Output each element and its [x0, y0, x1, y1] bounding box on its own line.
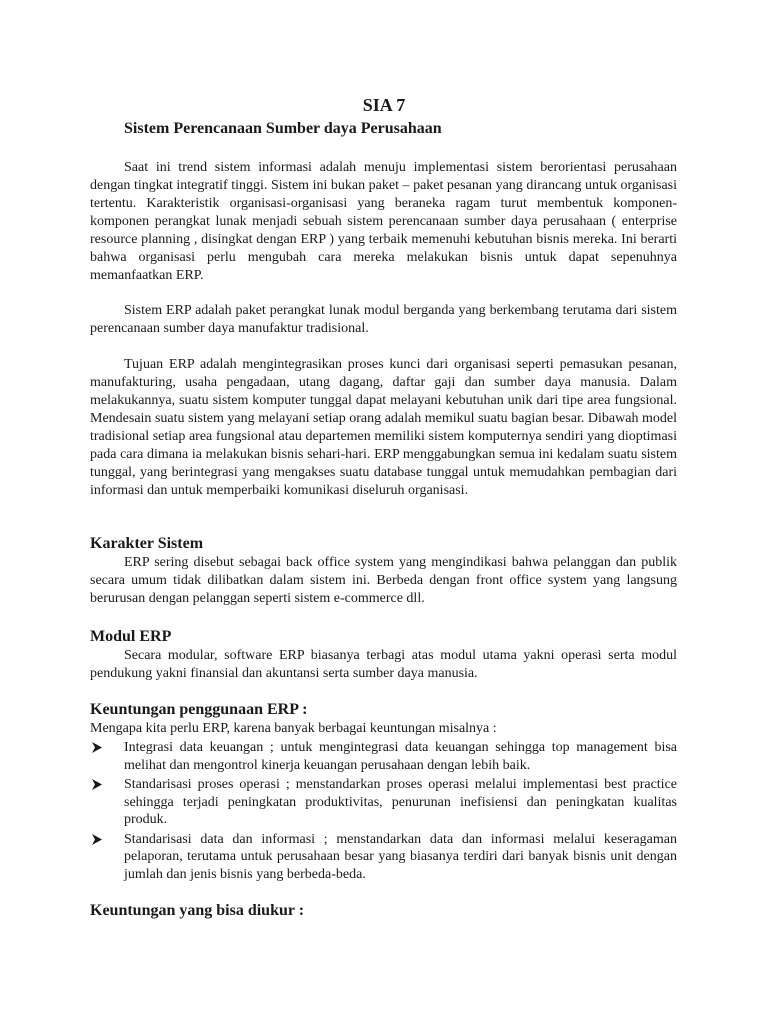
paragraph-modul-erp — [90, 647, 677, 683]
document-title: SIA 7 — [362, 95, 406, 115]
keuntungan-intro: Mengapa kita perlu ERP, karena banyak berbagai keuntungan misalnya : — [90, 721, 497, 736]
paragraph-erp-goal-text: Tujuan ERP adalah mengintegrasikan proses kunci dari organisasi seperti pemasukan pesanan, manufakturing, usaha pengadaan, utang dagang, daftar gaji dan sumber daya manusia. Dalam melakukannya, suatu sistem komputer tunggal dapat melayani kebutuhan unik dari tipe area fungsional. Mendesain suatu sistem yang melayani setiap orang adalah memikul suatu bagian besar. Dibawah model tradisional setiap area fungsional atau departemen memiliki sistem komputernya sendiri yang dioptimasi pada cara dimana ia melakukan bisnis sehari-hari. ERP menggabungkan semua ini kedalam suatu sistem tunggal, yang berintegrasi yang mengakses suatu database tunggal untuk memudahkan pembagian dari informasi dan untuk memperbaiki komunikasi diseluruh organisasi. — [90, 357, 677, 498]
heading-modul-erp: Modul ERP — [90, 628, 172, 645]
arrowhead-bullet-icon — [92, 779, 102, 790]
list-item — [90, 739, 677, 774]
paragraph-karakter-sistem-text: ERP sering disebut sebagai back office system yang mengindikasi bahwa pelanggan dan publik secara umum tidak dilibatkan dalam sistem ini. Berbeda dengan front office system yang langsung berurusan dengan pelanggan seperti sistem e-commerce dll. — [90, 555, 677, 606]
bullet-text: Standarisasi proses operasi ; menstandarkan proses operasi melalui implementasi best practice sehingga terjadi peningkatan produktivitas, penurunan inefisiensi dan peningkatan kualitas produk. — [124, 777, 677, 827]
heading-keuntungan-diukur: Keuntungan yang bisa diukur : — [90, 902, 305, 919]
list-item — [90, 831, 677, 884]
arrowhead-bullet-icon — [92, 742, 102, 753]
heading-karakter-sistem: Karakter Sistem — [90, 535, 204, 552]
heading-keuntungan-penggunaan: Keuntungan penggunaan ERP : — [90, 701, 308, 718]
arrowhead-bullet-icon — [92, 834, 102, 845]
paragraph-erp-definition — [90, 302, 677, 338]
paragraph-erp-definition-text: Sistem ERP adalah paket perangkat lunak modul berganda yang berkembang terutama dari sistem perencanaan sumber daya manufaktur tradisional. — [90, 303, 677, 336]
list-item — [90, 776, 677, 829]
keuntungan-bullet-list — [90, 739, 677, 885]
paragraph-erp-goal — [90, 356, 677, 500]
bullet-text: Integrasi data keuangan ; untuk mengintegrasi data keuangan sehingga top management bisa melihat dan mengontrol kinerja keuangan perusahaan dengan lebih baik. — [124, 740, 677, 773]
bullet-text: Standarisasi data dan informasi ; menstandarkan data dan informasi melalui keseragaman pelaporan, terutama untuk perusahaan besar yang biasanya terdiri dari banyak bisnis unit dengan jumlah dan jenis bisnis yang berbeda-beda. — [124, 831, 677, 882]
document-subtitle: Sistem Perencanaan Sumber daya Perusahaan — [124, 120, 442, 137]
paragraph-intro-text: Saat ini trend sistem informasi adalah menuju implementasi sistem berorientasi perusahaan dengan tingkat integratif tinggi. Sistem ini bukan paket – paket pesanan yang dirancang untuk organisasi tertentu. Karakteristik organisasi-organisasi yang beraneka ragam turut membentuk komponen-komponen perangkat lunak menjadi sebuah sistem perencanaan sumber daya perusahaan ( enterprise resource planning , disingkat dengan ERP ) yang terbaik memenuhi kebutuhan bisnis mereka. Ini berarti bahwa organisasi perlu mengubah cara mereka melakukan bisnis untuk dapat sepenuhnya memanfaatkan ERP. — [90, 160, 677, 283]
paragraph-karakter-sistem — [90, 554, 677, 608]
paragraph-intro — [90, 159, 677, 285]
paragraph-modul-erp-text: Secara modular, software ERP biasanya terbagi atas modul utama yakni operasi serta modul pendukung yakni finansial dan akuntansi serta sumber daya manusia. — [90, 648, 677, 681]
